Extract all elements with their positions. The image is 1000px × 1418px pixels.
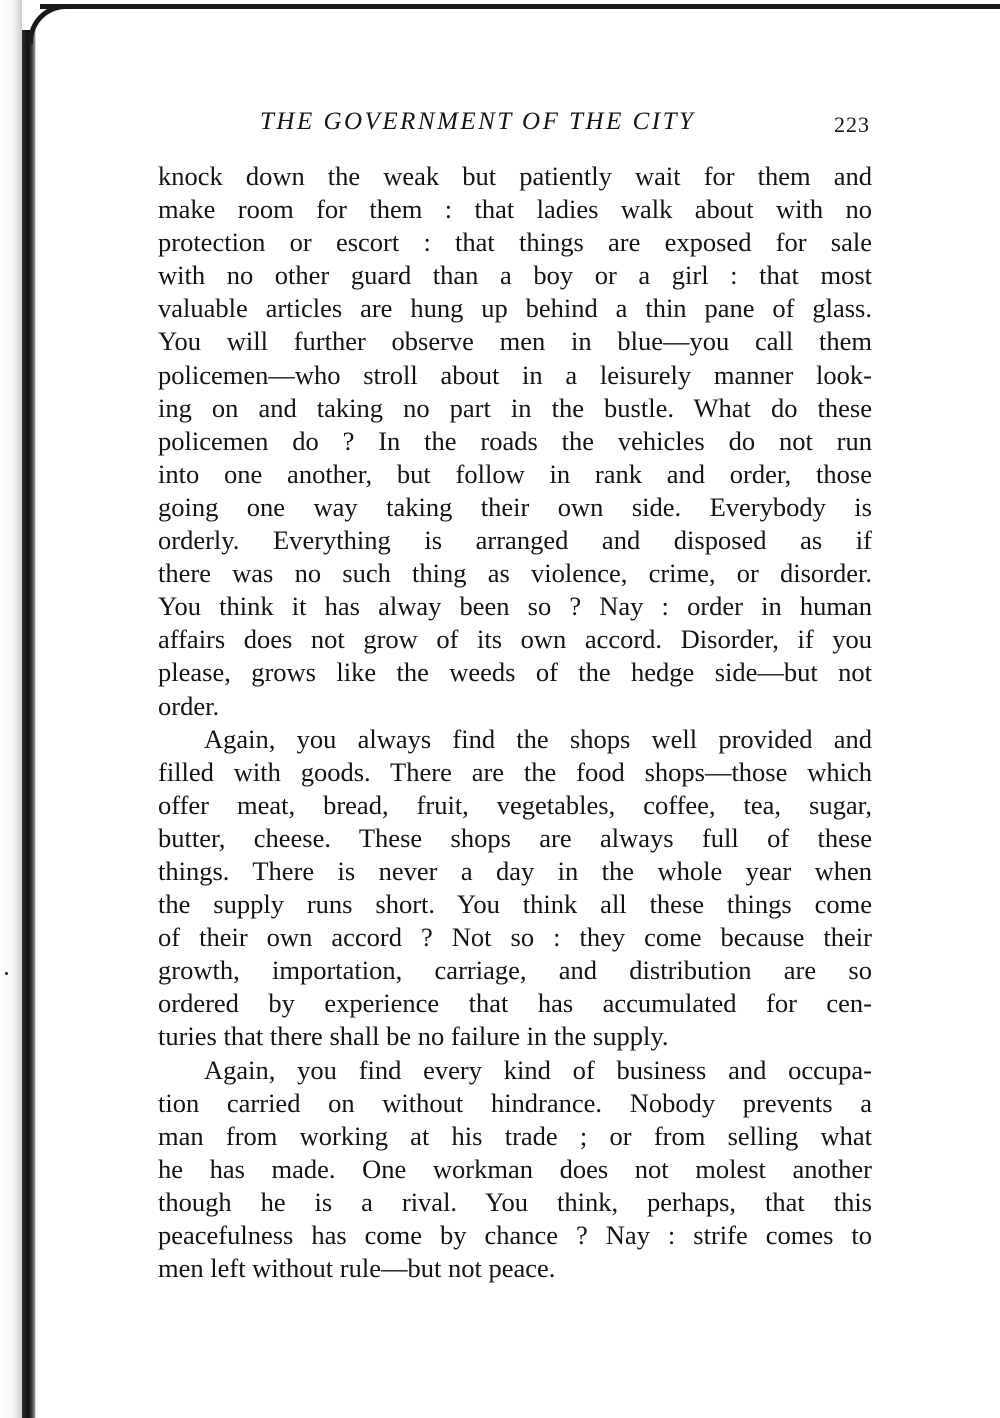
text-line: going one way taking their own side. Everybody is — [158, 491, 872, 522]
text-line: with no other guard than a boy or a girl : that most — [158, 260, 872, 291]
text-line: turies that there shall be no failure in the supply. — [158, 1021, 669, 1052]
scan-speck — [5, 972, 8, 975]
text-line: he has made. One workman does not molest another — [158, 1153, 872, 1184]
text-line: valuable articles are hung up behind a thin pane of glass. — [158, 293, 872, 324]
text-line: offer meat, bread, fruit, vegetables, coffee, tea, sugar, — [158, 789, 872, 820]
paragraph-first-line: Again, you always find the shops well provided and — [204, 723, 872, 754]
text-line: make room for them : that ladies walk about with no — [158, 194, 872, 225]
text-line: growth, importation, carriage, and distribution are so — [158, 955, 872, 986]
text-line: ing on and taking no part in the bustle. What do these — [158, 392, 872, 423]
text-line: knock down the weak but patiently wait for them and — [158, 161, 872, 191]
body-text — [158, 160, 872, 1285]
text-line: please, grows like the weeds of the hedge side—but not — [158, 657, 872, 688]
paragraph-first-line: Again, you find every kind of business and occupa- — [204, 1054, 872, 1085]
text-line: of their own accord ? Not so : they come because their — [158, 922, 872, 953]
text-line: into one another, but follow in rank and order, those — [158, 458, 872, 489]
text-line: peacefulness has come by chance ? Nay : strife comes to — [158, 1220, 872, 1250]
text-line: policemen—who stroll about in a leisurely manner look- — [158, 359, 872, 390]
page-number: 223 — [834, 112, 870, 137]
running-head — [150, 108, 870, 148]
text-line: there was no such thing as violence, crime, or disorder. — [158, 558, 872, 589]
page-binding-edge — [22, 30, 36, 1418]
text-line: You think it has alway been so ? Nay : order in human — [158, 591, 872, 622]
text-line: policemen do ? In the roads the vehicles do not run — [158, 425, 872, 456]
text-line: men left without rule—but not peace. — [158, 1253, 556, 1284]
text-line: though he is a rival. You think, perhaps, that this — [158, 1186, 872, 1217]
text-line: butter, cheese. These shops are always full of these — [158, 822, 872, 853]
text-line: orderly. Everything is arranged and disposed as if — [158, 525, 872, 556]
text-line: affairs does not grow of its own accord. Disorder, if you — [158, 624, 872, 655]
binding-shadow — [0, 0, 22, 1418]
text-line: ordered by experience that has accumulated for cen- — [158, 988, 872, 1019]
text-line: protection or escort : that things are exposed for sale — [158, 227, 872, 258]
top-left-page-corner — [28, 4, 68, 44]
running-title: THE GOVERNMENT OF THE CITY — [260, 108, 696, 135]
text-line: order. — [158, 690, 220, 721]
text-line: man from working at his trade ; or from selling what — [158, 1120, 872, 1151]
top-page-edge — [40, 4, 1000, 9]
text-line: the supply runs short. You think all these things come — [158, 889, 872, 920]
text-line: tion carried on without hindrance. Nobody prevents a — [158, 1087, 872, 1118]
text-line: You will further observe men in blue—you call them — [158, 326, 872, 357]
text-line: things. There is never a day in the whole year when — [158, 855, 872, 886]
text-line: filled with goods. There are the food shops—those which — [158, 756, 872, 787]
